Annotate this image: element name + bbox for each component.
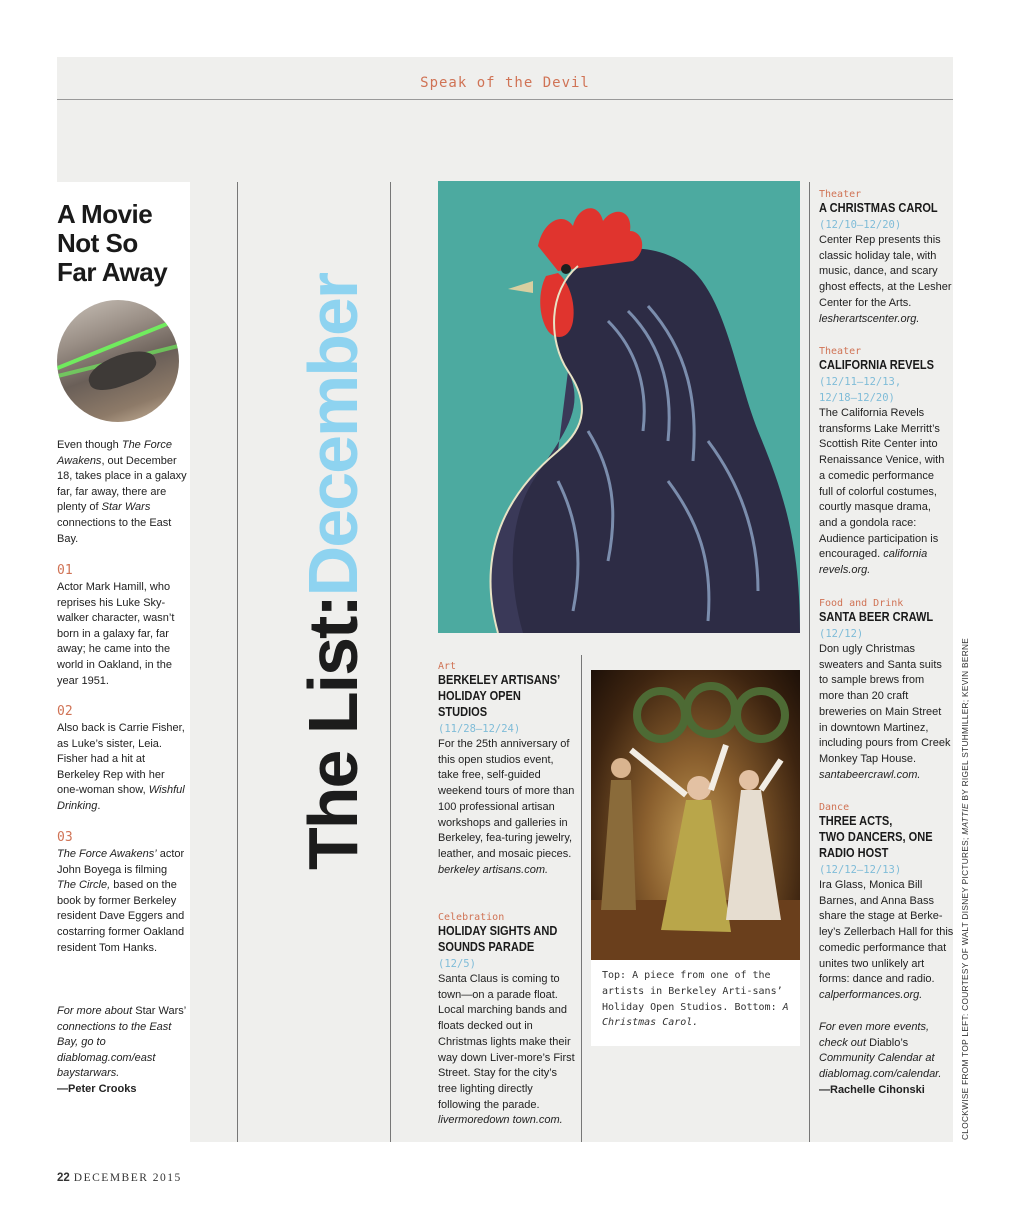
event-category: Food and Drink [819,598,904,609]
page-title: The List:December [294,273,372,870]
event-category: Theater [819,189,862,200]
sidebar-intro: Even though The Force Awakens, out December 18, takes place in a galaxy far, far away, there are plenty of Star Wars connections to the East Bay. [57,439,187,545]
column-rule [581,655,582,1142]
event-title: A CHRISTMAS CAROL [819,200,938,215]
sidebar-more: For more about Star Wars’ connections to the East Bay, go to diablomag.com/east baystarwars. —Peter Crooks [57,1005,187,1095]
rooster-icon [438,181,800,633]
event-date: (12/10–12/20) [819,219,902,231]
rooster-artwork-image [438,181,800,633]
sidebar-item-1: Actor Mark Hamill, who reprises his Luke Sky-walker character, wasn’t born in a galaxy far, far away; he came into the world in Oakland, in the year 1951. [57,581,175,687]
event-date: (12/12) [819,628,864,640]
sidebar-item-3: The Force Awakens’ actor John Boyega is filming The Circle, based on the book by former Berkeley resident Dave Eggers and costarring former Oakland resident Tom Hanks. [57,848,185,954]
sidebar-item-2: Also back is Carrie Fisher, as Luke’s sister, Leia. Fisher had a hit at Berkeley Rep with her one-woman show, Wishful Drinking. [57,722,185,812]
event-category: Dance [819,802,850,813]
item-number: 03 [57,830,73,845]
right-column-more: For even more events, check out Diablo’s Community Calendar at diablomag.com/calendar. —Rachelle Cihonski [819,1021,942,1096]
star-wars-photo [57,300,179,422]
event-category: Art [438,661,457,672]
event-date: (12/5) [438,958,476,970]
event-description: The California Revels transforms Lake Merritt’s Scottish Rite Center into Renaissance Venice, with a comedic performance full of colorful costumes, courtly masque drama, and a gondola race: Audience participation is encouraged. california revels.org. [819,407,945,577]
page-folio: 22 DECEMBER 2015 [57,1172,182,1184]
event-category: Celebration [438,912,505,923]
event-description: Santa Claus is coming to town—on a parade float. Local marching bands and floats decked out in Christmas lights make their way down Liver-more’s First Street. Stay for the city’s tree lighting directly following the parade. livermoredown town.com. [438,973,575,1127]
event-description: Don ugly Christmas sweaters and Santa suits to sample brews from more than 20 craft breweries on Main Street in downtown Martinez, including pours from Creek Monkey Tap House. santabeercrawl.com. [819,643,951,781]
running-head-text: Speak of the Devil [420,75,590,91]
column-rule [809,182,810,1142]
event-date: (11/28–12/24) [438,723,521,735]
column-rule [390,182,391,1142]
event-title: BERKELEY ARTISANS’ HOLIDAY OPEN STUDIOS [438,672,561,719]
event-description: Ira Glass, Monica Bill Barnes, and Anna Bass share the stage at Berke-ley’s Zellerbach Hall for this comedic performance that unites two unlikely art forms: dance and radio. calperformances.org. [819,879,954,1001]
event-title: HOLIDAY SIGHTS AND SOUNDS PARADE [438,923,558,954]
event-date: (12/11–12/13, 12/18–12/20) [819,376,902,404]
event-date: (12/12–12/13) [819,864,902,876]
event-description: Center Rep presents this classic holiday tale, with music, dance, and scary ghost effects, at the Lesher Center for the Arts. lesherartscenter.org. [819,234,952,325]
event-description: For the 25th anniversary of this open studios event, take free, self-guided weekend tours of more than 100 professional artisan workshops and galleries in Berkeley, fea-turing jewelry, leather, and mosaic pieces. berkeley artisans.com. [438,738,575,876]
stage-performers-icon [591,670,800,960]
christmas-carol-photo [591,670,800,960]
sidebar-title: A Movie Not So Far Away [57,199,168,287]
photo-caption: Top: A piece from one of the artists in Berkeley Arti-sans’ Holiday Open Studios. Bottom: A Christmas Carol. [602,970,789,1029]
event-category: Theater [819,346,862,357]
event-title: THREE ACTS, TWO DANCERS, ONE RADIO HOST [819,813,933,860]
item-number: 01 [57,563,73,578]
column-rule [237,182,238,1142]
event-title: CALIFORNIA REVELS [819,357,935,372]
photo-credit: CLOCKWISE FROM TOP LEFT: COURTESY OF WALT DISNEY PICTURES; MATTIE BY RIGEL STUHMILLER; KEVIN BERNE [960,637,970,1140]
event-title: SANTA BEER CRAWL [819,609,934,624]
running-head [57,57,953,100]
item-number: 02 [57,704,73,719]
